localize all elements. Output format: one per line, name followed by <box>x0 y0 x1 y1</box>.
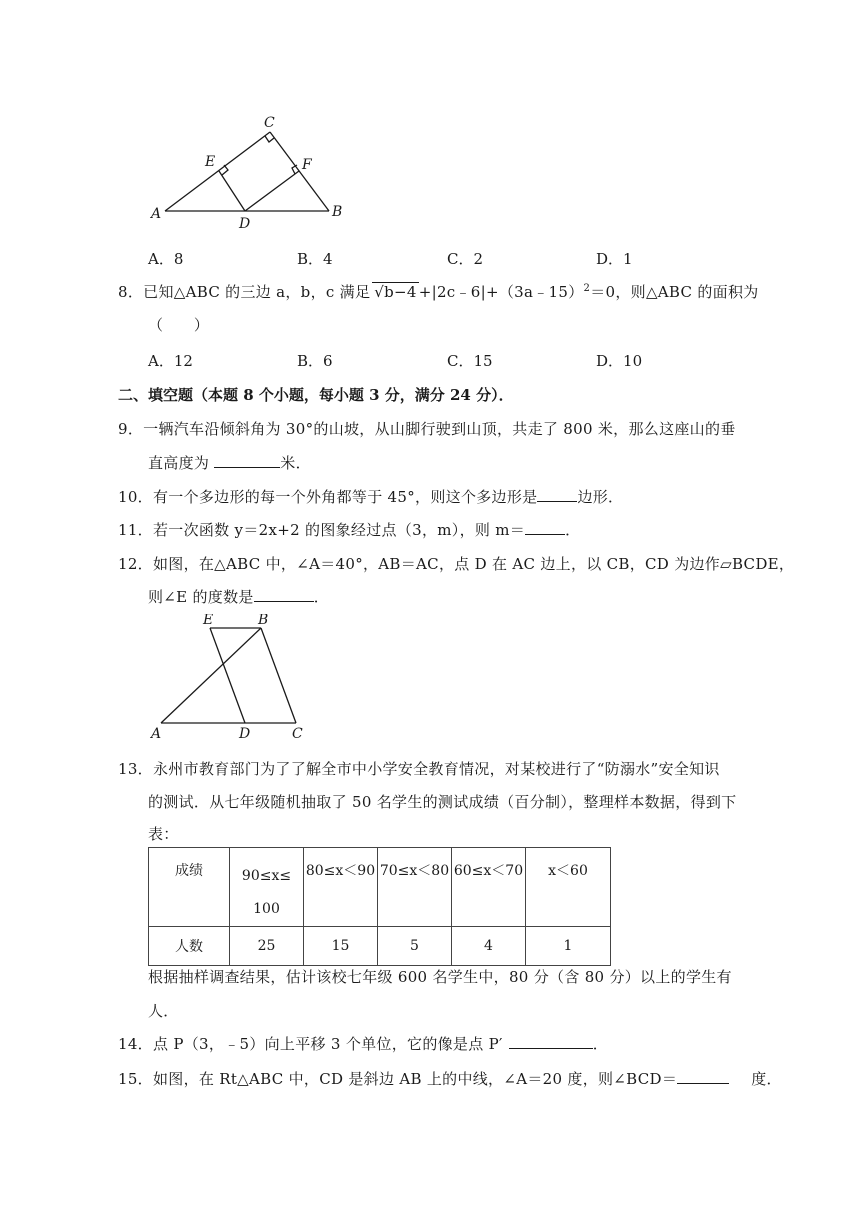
q8-superscript: 2 <box>583 283 591 294</box>
q9-blank[interactable] <box>214 453 280 468</box>
q7-option-b: B．4 <box>297 250 333 268</box>
table-cell <box>230 848 304 927</box>
q15-blank[interactable] <box>677 1069 729 1084</box>
score-table <box>148 847 611 966</box>
q8-text-end: ＝0，则△ABC 的面积为 <box>590 283 759 301</box>
question-15 <box>118 1068 782 1089</box>
figure2-label-a: A <box>151 726 162 742</box>
q9-post: 米． <box>280 454 311 472</box>
question-13-line1: 13．永州市教育部门为了了解全市中小学安全教育情况，对某校进行了“防溺水”安全知识 <box>118 760 720 778</box>
q12-blank[interactable] <box>254 587 314 602</box>
q8-option-b: B．6 <box>297 352 333 370</box>
figure1-label-a: A <box>151 206 162 222</box>
question-12-line2 <box>148 586 329 607</box>
q11-post: ． <box>565 521 581 539</box>
table-cell: 70≤x＜80 <box>378 848 452 927</box>
question-13-line4: 根据抽样调查结果，估计该校七年级 600 名学生中，80 分（含 80 分）以上的学生有 <box>148 968 732 986</box>
q9-pre: 直高度为 <box>148 454 215 472</box>
question-8 <box>118 281 759 302</box>
q7-option-c: C．2 <box>447 250 484 268</box>
table-cell: 5 <box>378 927 452 966</box>
figure1-label-d: D <box>239 216 251 232</box>
q8-sqrt-content: b−4 <box>384 283 417 301</box>
figure-right-triangle <box>148 112 358 232</box>
question-13-line3: 表： <box>148 825 179 843</box>
table-cell: 25 <box>230 927 304 966</box>
question-12-line1: 12．如图，在△ABC 中，∠A＝40°，AB＝AC，点 D 在 AC 边上，以 CB，CD 为边作▱BCDE， <box>118 555 795 573</box>
figure2-label-e: E <box>203 614 214 628</box>
q10-blank[interactable] <box>537 487 577 502</box>
figure1-label-b: B <box>332 204 343 220</box>
q11-blank[interactable] <box>525 520 565 535</box>
q8-text-post: +|2c﹣6|+（3a﹣15） <box>418 283 584 301</box>
q8-bracket: （ ） <box>148 316 210 334</box>
q15-pre: 15．如图，在 Rt△ABC 中，CD 是斜边 AB 上的中线，∠A＝20 度，则∠BCD＝ <box>118 1070 678 1088</box>
figure1-label-f: F <box>302 157 312 173</box>
q8-option-c: C．15 <box>447 352 493 370</box>
table-cell: 80≤x＜90 <box>304 848 378 927</box>
question-9-line1: 9．一辆汽车沿倾斜角为 30°的山坡，从山脚行驶到山顶，共走了 800 米，那么这座山的垂 <box>118 420 736 438</box>
question-10 <box>118 486 623 507</box>
figure1-label-c: C <box>264 115 275 131</box>
table-cell: 60≤x＜70 <box>452 848 526 927</box>
figure1-label-e: E <box>205 154 216 170</box>
table-row <box>149 848 611 927</box>
table-cell-line2: 100 <box>253 901 280 917</box>
q15-post: 度． <box>751 1070 782 1088</box>
section-heading-fill-in: 二、填空题（本题 8 个小题，每小题 3 分，满分 24 分）． <box>118 386 514 404</box>
q8-option-a: A．12 <box>148 352 193 370</box>
q8-sqrt: √b−4 <box>374 283 417 301</box>
q14-pre: 14．点 P（3，﹣5）向上平移 3 个单位，它的像是点 P′ <box>118 1035 503 1053</box>
table-row <box>149 927 611 966</box>
figure2-label-c: C <box>292 726 303 742</box>
q14-blank[interactable] <box>509 1034 593 1049</box>
question-13-line5: 人． <box>148 1002 179 1020</box>
q12-post: ． <box>313 588 329 606</box>
table-cell-line1: 90≤x≤ <box>241 868 292 884</box>
q10-pre: 10．有一个多边形的每一个外角都等于 45°，则这个多边形是 <box>118 488 538 506</box>
q7-option-d: D．1 <box>596 250 633 268</box>
q10-post: 边形． <box>577 488 624 506</box>
table-cell: 4 <box>452 927 526 966</box>
question-13-line2: 的测试．从七年级随机抽取了 50 名学生的测试成绩（百分制），整理样本数据，得到下 <box>148 793 737 811</box>
table-cell: 1 <box>526 927 611 966</box>
table-cell: 成绩 <box>149 848 230 927</box>
q8-text-pre: 8．已知△ABC 的三边 a，b，c 满足 <box>118 283 371 301</box>
q14-post: ． <box>592 1035 608 1053</box>
q11-pre: 11．若一次函数 y＝2x+2 的图象经过点（3，m），则 m＝ <box>118 521 526 539</box>
q12-pre: 则∠E 的度数是 <box>148 588 254 606</box>
table-cell: 15 <box>304 927 378 966</box>
table-cell: x＜60 <box>526 848 611 927</box>
table-cell: 人数 <box>149 927 230 966</box>
figure2-label-d: D <box>239 726 251 742</box>
figure-parallelogram <box>148 614 313 742</box>
question-11 <box>118 519 580 540</box>
question-9-line2 <box>148 452 311 473</box>
question-14 <box>118 1033 608 1054</box>
figure2-label-b: B <box>258 614 269 628</box>
q7-option-a: A．8 <box>148 250 184 268</box>
q8-option-d: D．10 <box>596 352 643 370</box>
